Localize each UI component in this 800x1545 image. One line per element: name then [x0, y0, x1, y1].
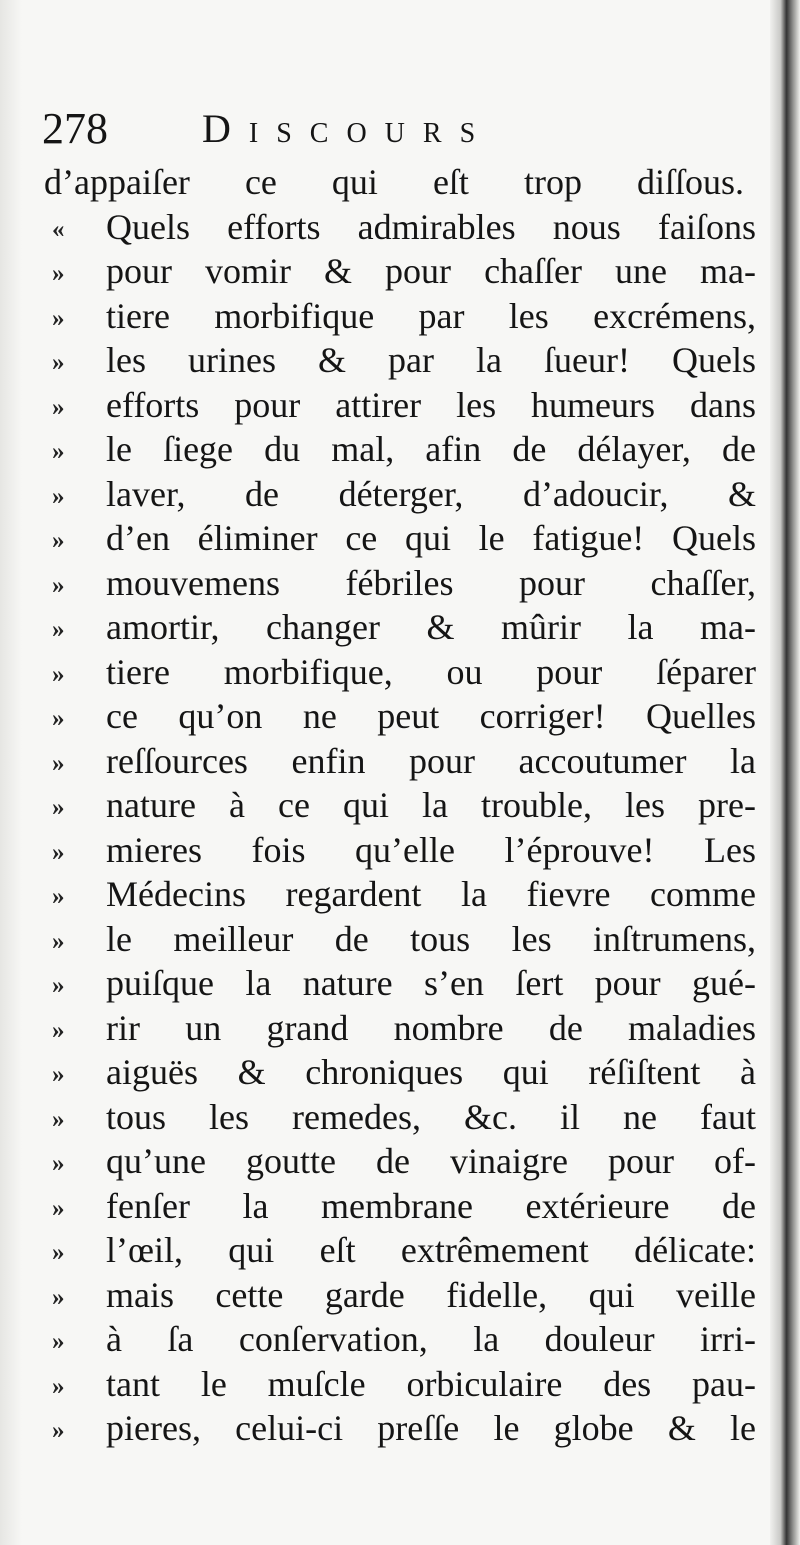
quotation-mark: » [52, 1328, 65, 1355]
quotation-mark: » [52, 1239, 65, 1266]
line-text: nature à ce qui la trouble, les pre- [106, 785, 756, 825]
page-shadow-left [0, 0, 22, 1545]
text-line [44, 605, 754, 650]
text-line [44, 160, 754, 205]
quotation-mark: » [52, 883, 65, 910]
text-line [44, 1006, 754, 1051]
quotation-mark: » [52, 1194, 65, 1222]
line-text: pieres, celui-ci preſſe le globe & le [106, 1408, 756, 1448]
quotation-mark: « [52, 215, 65, 243]
line-text: d’appaiſer ce qui eſt trop diſſous. [44, 162, 744, 202]
line-text: rir un grand nombre de maladies [106, 1007, 756, 1048]
text-line [44, 1184, 754, 1229]
text-line [44, 694, 754, 739]
text-line [44, 1406, 754, 1451]
line-text: d’en éliminer ce qui le fatigue! Quels [106, 518, 756, 558]
text-line [44, 1273, 754, 1318]
line-text: efforts pour attirer les humeurs dans [106, 384, 756, 425]
line-text: mieres fois qu’elle l’éprouve! Les [106, 829, 756, 870]
text-line [44, 1139, 754, 1184]
line-text: reſſources enfin pour accoutumer la [106, 740, 756, 781]
quotation-mark: » [52, 571, 65, 599]
text-line [44, 472, 754, 517]
page-header [42, 98, 742, 160]
line-text: puiſque la nature s’en ſert pour gué- [106, 963, 756, 1003]
line-text: pour vomir & pour chaſſer une ma- [106, 251, 756, 291]
line-text: le meilleur de tous les inſtrumens, [106, 918, 756, 959]
quotation-mark: » [52, 660, 65, 688]
text-line [44, 205, 754, 250]
quotation-mark: » [52, 1061, 65, 1088]
quotation-mark: » [52, 1016, 65, 1044]
quotation-mark: » [52, 349, 65, 376]
line-text: le ſiege du mal, afin de délayer, de [106, 429, 756, 469]
text-line [44, 872, 754, 917]
line-text: les urines & par la ſueur! Quels [106, 340, 756, 380]
quotation-mark: » [52, 705, 65, 732]
line-text: tant le muſcle orbiculaire des pau- [106, 1363, 756, 1404]
line-text: fenſer la membrane extérieure de [106, 1185, 756, 1226]
quotation-mark: » [52, 527, 65, 554]
text-line [44, 917, 754, 962]
line-text: mais cette garde fidelle, qui veille [106, 1274, 756, 1315]
text-line [44, 294, 754, 339]
quotation-mark: » [52, 1417, 65, 1444]
page-number: 278 [42, 104, 108, 153]
line-text: tiere morbifique, ou pour ſéparer [106, 651, 756, 692]
quotation-mark: » [52, 972, 65, 999]
quotation-mark: » [52, 260, 65, 287]
quotation-mark: » [52, 438, 65, 465]
quotation-mark: » [52, 616, 65, 643]
line-text: mouvemens fébriles pour chaſſer, [106, 562, 756, 603]
line-text: amortir, changer & mûrir la ma- [106, 607, 756, 647]
text-line [44, 383, 754, 428]
line-text: Quels efforts admirables nous faiſons [106, 206, 756, 247]
text-line [44, 249, 754, 294]
text-line [44, 1317, 754, 1362]
line-text: qu’une goutte de vinaigre pour of- [106, 1141, 756, 1181]
line-text: tous les remedes, &c. il ne faut [106, 1096, 756, 1137]
body-text [44, 160, 754, 1451]
text-line [44, 1095, 754, 1140]
running-head: Discours [202, 106, 494, 151]
text-line [44, 561, 754, 606]
text-line [44, 338, 754, 383]
quotation-mark: » [52, 1372, 65, 1400]
line-text: tiere morbifique par les excrémens, [106, 295, 756, 336]
text-line [44, 427, 754, 472]
text-line [44, 828, 754, 873]
quotation-mark: » [52, 1105, 65, 1133]
text-line [44, 1362, 754, 1407]
quotation-mark: » [52, 749, 65, 777]
line-text: Médecins regardent la fievre comme [106, 874, 756, 914]
text-line [44, 650, 754, 695]
quotation-mark: » [52, 1150, 65, 1177]
text-line [44, 1050, 754, 1095]
quotation-mark: » [52, 304, 65, 332]
quotation-mark: » [52, 927, 65, 955]
quotation-mark: » [52, 393, 65, 421]
quotation-mark: » [52, 838, 65, 866]
line-text: aiguës & chroniques qui réſiſtent à [106, 1052, 756, 1092]
text-line [44, 783, 754, 828]
line-text: laver, de déterger, d’adoucir, & [106, 473, 756, 514]
line-text: ce qu’on ne peut corriger! Quelles [106, 696, 756, 736]
quotation-mark: » [52, 482, 65, 510]
quotation-mark: » [52, 794, 65, 821]
text-line [44, 961, 754, 1006]
book-gutter-edge [770, 0, 800, 1545]
line-text: à ſa conſervation, la douleur irri- [106, 1319, 756, 1359]
text-line [44, 739, 754, 784]
line-text: l’œil, qui eſt extrêmement délicate: [106, 1230, 756, 1270]
text-line [44, 516, 754, 561]
quotation-mark: » [52, 1283, 65, 1311]
text-line [44, 1228, 754, 1273]
